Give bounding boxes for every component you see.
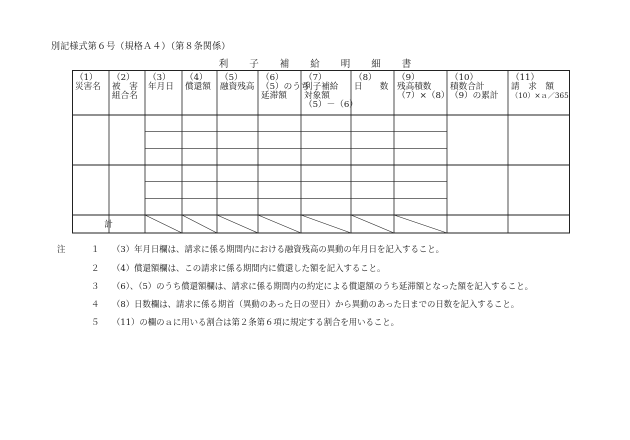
note-number: ５: [91, 317, 100, 327]
note-text: （4）償還額欄は、この請求に係る期間内に償還した額を記入すること。: [112, 263, 386, 273]
diagonal-slash: [217, 215, 258, 233]
diagonal-slash: [258, 215, 301, 233]
column-header: （11）: [511, 73, 540, 83]
column-header-line: 日 数: [354, 82, 389, 92]
note-text: （11）の欄のａに用いる割合は第２条第６項に規定する割合を用いること。: [112, 317, 400, 327]
column-header: （4）: [185, 73, 208, 83]
total-label: 計: [104, 220, 113, 230]
column-header-line: 請 求 額: [511, 82, 554, 92]
column-header-line: 延滞額: [261, 91, 287, 101]
column-header-line: （5）のうち: [261, 82, 310, 92]
column-header-line: （7）×（8）: [397, 91, 450, 101]
column-header: （9）: [397, 73, 420, 83]
column-header-line: 融資残高: [220, 82, 255, 92]
column-header: （2）: [112, 73, 135, 83]
column-header-line: 被 害: [112, 82, 138, 92]
column-header: （1）: [75, 73, 98, 83]
column-header-line: 利子補給: [304, 82, 339, 92]
column-header-line: 対象額: [304, 91, 330, 101]
diagonal-slash: [394, 215, 447, 233]
column-header-line: （9）の累計: [450, 91, 499, 101]
subsidy-details-table: [72, 70, 572, 235]
column-header-line: 積数合計: [450, 82, 485, 92]
note-number: ２: [91, 263, 100, 273]
note-number: １: [91, 244, 100, 254]
note-number: ４: [91, 299, 100, 309]
column-header: （6）: [261, 73, 284, 83]
column-header: （3）: [148, 73, 171, 83]
column-header: （10）: [450, 73, 479, 83]
column-header-line: （5）－（6）: [304, 100, 358, 110]
diagonal-slash: [182, 215, 217, 233]
diagonal-slash: [351, 215, 394, 233]
diagonal-slash: [301, 215, 351, 233]
column-header: （5）: [220, 73, 243, 83]
note-number: ３: [91, 281, 100, 291]
column-header-line: 残高積数: [397, 82, 432, 92]
column-header: （8）: [354, 73, 377, 83]
form-header: 別記様式第６号（規格Ａ４）（第８条関係）: [51, 42, 231, 52]
column-header-line: 災害名: [75, 82, 101, 92]
form-title: 利子補給明細書: [218, 59, 433, 70]
note-text: （8）日数欄は、請求に係る期首（異動のあった日の翌日）から異動のあった日までの日数を記入すること。: [112, 299, 520, 309]
note-text: （6）、（5）のうち償還額欄は、請求に係る期間内の約定による償還額のうち延滞額となった額を記入すること。: [112, 281, 534, 291]
diagonal-slash: [145, 215, 182, 233]
column-header: （7）: [304, 73, 327, 83]
column-header-line: 償還額: [185, 82, 211, 92]
note-text: （3）年月日欄は、請求に係る期間内における融資残高の異動の年月日を記入すること。: [112, 244, 444, 254]
notes-label: 注: [57, 244, 66, 254]
column-header-line: （10）×ａ／365: [511, 91, 569, 100]
column-header-line: 年月日: [148, 82, 174, 92]
column-header-line: 組合名: [112, 91, 138, 101]
